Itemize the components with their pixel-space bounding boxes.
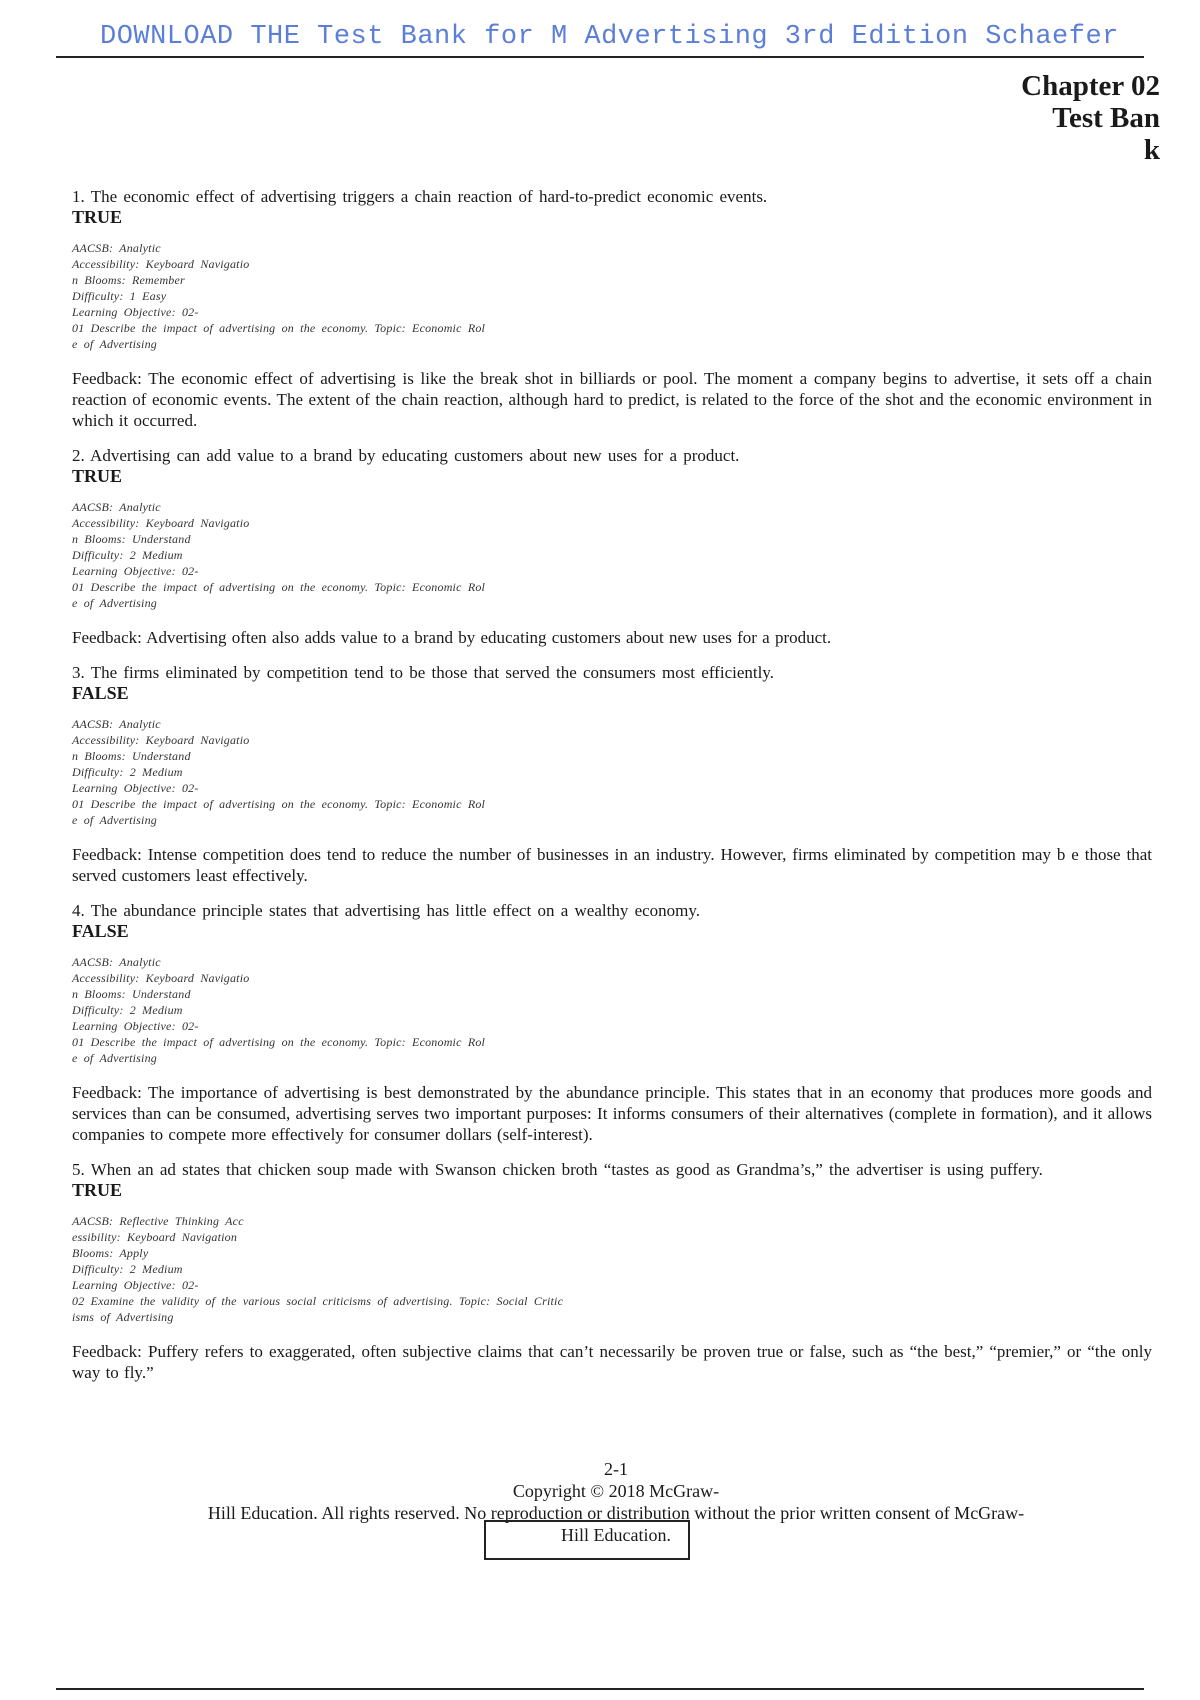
metadata-line: Learning Objective: 02- (72, 564, 199, 578)
metadata-line: 01 Describe the impact of advertising on the economy. Topic: Economic Rol (72, 797, 486, 811)
question-feedback: Feedback: The economic effect of advertising is like the break shot in billiards or pool. The moment a company begins to advertise, it sets off a chain reaction of economic events. The extent of the chain reaction, although hard to predict, is related to the force of the shot and the economic environment in which it occurred. (72, 369, 1152, 430)
question-text: 1. The economic effect of advertising triggers a chain reaction of hard-to-predict economic events. (72, 187, 768, 206)
metadata-line: Difficulty: 2 Medium (72, 1262, 183, 1276)
metadata-line: Difficulty: 2 Medium (72, 548, 183, 562)
question-metadata (72, 499, 1152, 611)
question-metadata (72, 240, 1152, 352)
metadata-line: e of Advertising (72, 1051, 157, 1065)
download-link[interactable]: DOWNLOAD THE Test Bank for M Advertising 3rd Edition Schaefer (100, 22, 1119, 52)
footer-box-outline (484, 1520, 690, 1560)
metadata-line: AACSB: Analytic (72, 241, 161, 255)
metadata-line: Learning Objective: 02- (72, 1278, 199, 1292)
question-text: 5. When an ad states that chicken soup made with Swanson chicken broth “tastes as good as Grandma’s,” the advertiser is using puffery. (72, 1160, 1043, 1179)
metadata-line: AACSB: Reflective Thinking Acc (72, 1214, 244, 1228)
metadata-line: Accessibility: Keyboard Navigatio (72, 516, 250, 530)
footer-divider (56, 1688, 1144, 1690)
question-feedback: Feedback: Advertising often also adds value to a brand by educating customers about new uses for a product. (72, 628, 832, 647)
question-item (72, 445, 1152, 648)
page-number: 2-1 (604, 1459, 628, 1479)
chapter-title-line: Test Ban (1052, 102, 1160, 134)
metadata-line: Difficulty: 2 Medium (72, 1003, 183, 1017)
chapter-title-line: Chapter 02 (1021, 70, 1160, 102)
metadata-line: e of Advertising (72, 596, 157, 610)
metadata-line: Difficulty: 2 Medium (72, 765, 183, 779)
question-answer: FALSE (72, 921, 129, 941)
question-answer: FALSE (72, 683, 129, 703)
metadata-line: n Blooms: Understand (72, 532, 191, 546)
metadata-line: AACSB: Analytic (72, 717, 161, 731)
copyright-text: Copyright © 2018 McGraw- (512, 1481, 720, 1501)
metadata-line: n Blooms: Remember (72, 273, 185, 287)
metadata-line: Accessibility: Keyboard Navigatio (72, 257, 250, 271)
question-feedback: Feedback: Puffery refers to exaggerated, often subjective claims that can’t necessarily be proven true or false, such as “the best,” “premier,” or “the only way to fly.” (72, 1342, 1152, 1382)
question-text: 2. Advertising can add value to a brand by educating customers about new uses for a product. (72, 446, 740, 465)
metadata-line: AACSB: Analytic (72, 500, 161, 514)
question-item (72, 1159, 1152, 1383)
metadata-line: Learning Objective: 02- (72, 781, 199, 795)
chapter-title (900, 70, 1160, 166)
metadata-line: Learning Objective: 02- (72, 1019, 199, 1033)
metadata-line: e of Advertising (72, 813, 157, 827)
question-text: 3. The firms eliminated by competition tend to be those that served the consumers most efficiently. (72, 663, 774, 682)
metadata-line: 01 Describe the impact of advertising on the economy. Topic: Economic Rol (72, 1035, 486, 1049)
question-metadata (72, 716, 1152, 828)
metadata-line: 01 Describe the impact of advertising on the economy. Topic: Economic Rol (72, 580, 486, 594)
metadata-line: 02 Examine the validity of the various social criticisms of advertising. Topic: Social Critic (72, 1294, 564, 1308)
metadata-line: AACSB: Analytic (72, 955, 161, 969)
question-feedback: Feedback: The importance of advertising is best demonstrated by the abundance principle. This states that in an economy that produces more goods and services than can be consumed, advertising serves two important purposes: It informs consumers of their alternatives (complete in formation), and it allows companies to compete more effectively for consumer dollars (self-interest). (72, 1083, 1152, 1144)
metadata-line: e of Advertising (72, 337, 157, 351)
metadata-line: n Blooms: Understand (72, 749, 191, 763)
metadata-line: Accessibility: Keyboard Navigatio (72, 733, 250, 747)
copyright-text: Hill Education. All rights reserved. No reproduction or distribution without the prior written consent of McGraw- (207, 1503, 1025, 1523)
header-divider (56, 56, 1144, 58)
chapter-title-line: k (1143, 134, 1160, 166)
question-list (72, 186, 1152, 1397)
question-answer: TRUE (72, 1180, 123, 1200)
metadata-line: 01 Describe the impact of advertising on the economy. Topic: Economic Rol (72, 321, 486, 335)
question-answer: TRUE (72, 207, 123, 227)
question-feedback: Feedback: Intense competition does tend to reduce the number of businesses in an industry. However, firms eliminated by competition may b e those that served customers least effectively. (72, 845, 1152, 885)
metadata-line: Learning Objective: 02- (72, 305, 199, 319)
metadata-line: Difficulty: 1 Easy (72, 289, 167, 303)
metadata-line: Blooms: Apply (72, 1246, 149, 1260)
metadata-line: n Blooms: Understand (72, 987, 191, 1001)
metadata-line: essibility: Keyboard Navigation (72, 1230, 238, 1244)
question-metadata (72, 954, 1152, 1066)
question-item (72, 900, 1152, 1145)
metadata-line: isms of Advertising (72, 1310, 174, 1324)
question-answer: TRUE (72, 466, 123, 486)
question-metadata (72, 1213, 1152, 1325)
metadata-line: Accessibility: Keyboard Navigatio (72, 971, 250, 985)
question-item (72, 186, 1152, 431)
copyright-text: Hill Education. (561, 1525, 671, 1545)
question-item (72, 662, 1152, 886)
question-text: 4. The abundance principle states that advertising has little effect on a wealthy economy. (72, 901, 701, 920)
